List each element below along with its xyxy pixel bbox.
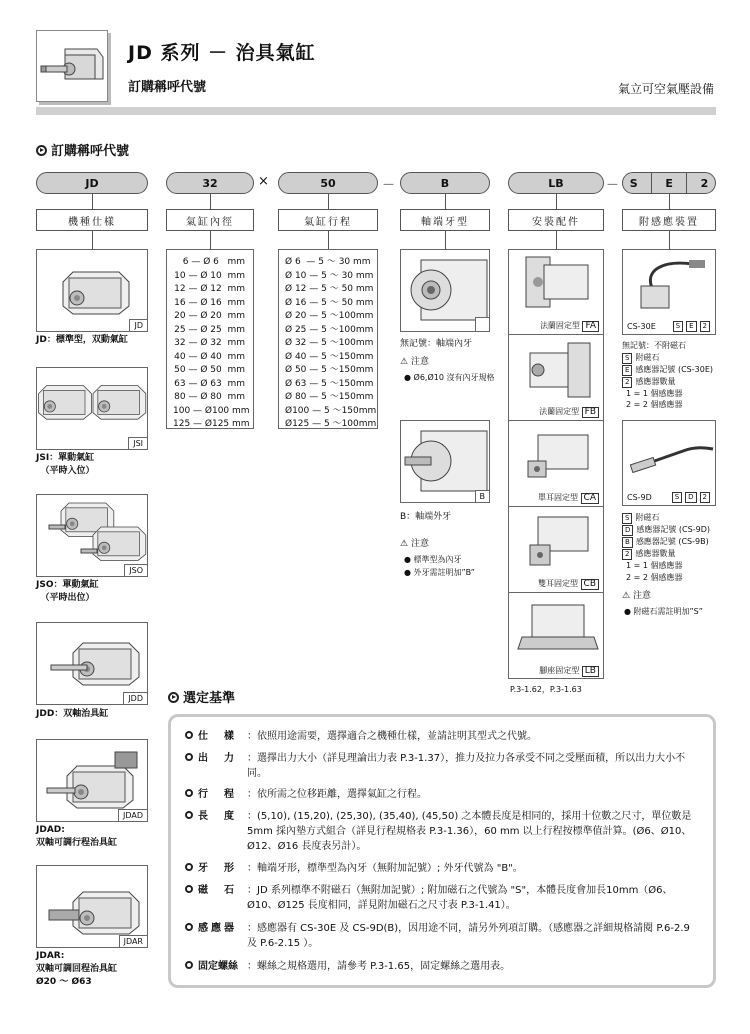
criteria-row (185, 787, 702, 802)
bore-item: 32 — Ø 32 mm (174, 338, 245, 348)
criteria-text-body: 依照用途需要，選擇適合之機種仕樣，並請註明其型式之代號。 (257, 731, 537, 742)
criteria-label (185, 787, 247, 802)
sensor2-legend (622, 512, 716, 583)
sensor-cs30e-image (622, 249, 716, 335)
criteria-text-body: 螺絲之規格選用，請參考 P.3-1.65，固定螺絲之選用表。 (257, 961, 511, 972)
bore-item: 40 — Ø 40 mm (174, 351, 245, 362)
sensor-model: CS-30E (627, 321, 656, 331)
mount-label (539, 665, 602, 677)
mount-code: FA (582, 321, 599, 332)
criteria-label (185, 751, 247, 781)
criteria-text: ：軸端牙形，標準型為內牙（無附加記號）; 外牙代號為 "B"。 (247, 863, 523, 874)
sensor-legend-line: 感應器記號 (CS-30E) (635, 364, 714, 374)
criteria-heading-text: 選定基準 (183, 691, 236, 706)
criteria-label-text: 感應器 (198, 923, 237, 934)
code-part-bore: 32 (166, 172, 254, 194)
mount-item-lb (508, 593, 604, 679)
mount-item-fb (508, 335, 604, 421)
criteria-label (185, 861, 247, 876)
mount-item-fa (508, 249, 604, 335)
bore-item: 16 — Ø 16 mm (174, 297, 245, 308)
bore-item: 80 — Ø 80 mm (174, 392, 245, 402)
model-image-jso (36, 494, 148, 577)
bore-item: 12 — Ø 12 mm (174, 284, 245, 294)
criteria-text: ：感應器有 CS-30E 及 CS-9D(B)，因用途不同，請另外列項訂購。（感應器之詳細規格請閱 P.6-2.9 及 P.6-2.15 ）。 (247, 923, 690, 949)
cylinder-thumbnail-image (37, 31, 109, 103)
mount-label (540, 320, 602, 332)
stroke-list (278, 249, 378, 429)
mount-code: CA (581, 493, 599, 504)
connector-line (556, 194, 557, 210)
criteria-label (185, 729, 247, 744)
connector-line (328, 194, 329, 210)
sensor-code: E (622, 365, 632, 376)
criteria-label-text: 仕 樣 (198, 731, 237, 742)
connector-line (445, 231, 446, 249)
bore-item: 100 — Ø100 mm (173, 405, 250, 416)
criteria-text-body: 感應器有 CS-30E 及 CS-9D(B)，因用途不同，請另外列項訂購。（感應器之詳細規格請閱 P.6-2.9 及 P.6-2.15 ）。 (247, 923, 690, 949)
stroke-item: Ø 32 — 5 ～100mm (285, 338, 374, 348)
bore-item: 25 — Ø 25 mm (174, 324, 245, 335)
category-sensor: 附感應裝置 (622, 209, 716, 231)
criteria-text-body: 軸端牙形，標準型為內牙（無附加記號）; 外牙代號為 "B"。 (257, 863, 523, 874)
code-separator-dash-2: － (606, 178, 620, 193)
criteria-text-body: 選擇出力大小（詳見理論出力表 P.3-1.37），推力及拉力各承受不同之受壓面積，所以出力大小不同。 (247, 753, 686, 779)
criteria-text-body: (5,10), (15,20), (25,30), (35,40), (45,50) 之本體長度是相同的，採用十位數之尺寸，單位數是 5mm 採內墊方式組合（詳見行程規格表 P.3-1.36），60 mm 以上行程按標準值計算。(Ø6、Ø10、Ø12、Ø16 長度表另計）。 (247, 811, 692, 852)
category-thread: 軸端牙型 (400, 209, 490, 231)
criteria-row (185, 921, 702, 951)
order-code-heading (36, 140, 129, 159)
sensor-code-2: 2 (700, 176, 709, 190)
note-title: 注意 (632, 591, 651, 601)
code-separator-dash-1: － (382, 178, 396, 193)
thread-note-2-a (404, 554, 462, 566)
criteria-label-text: 行 程 (198, 789, 237, 800)
model-tag: JSI (128, 437, 147, 449)
model-tag: JDD (123, 692, 147, 704)
criteria-text: ：螺絲之規格選用，請參考 P.3-1.65，固定螺絲之選用表。 (247, 961, 511, 972)
dot-bullet-icon: ● (404, 568, 411, 577)
connector-line (556, 231, 557, 249)
note-title: 注意 (410, 539, 429, 549)
note-text: 附磁石需註明加”S” (633, 607, 703, 616)
model-image-jdad (36, 739, 148, 822)
sensor-code: 2 (700, 321, 710, 332)
mount-label (539, 406, 602, 418)
circle-bullet-icon (185, 923, 193, 931)
sensor-code: S (622, 353, 632, 364)
mount-code: LB (582, 666, 599, 677)
mount-label-text: 單耳固定型 (538, 493, 578, 502)
sensor-legend-line: 感應器記號 (CS-9B) (635, 537, 709, 546)
thread-tag-empty (475, 317, 489, 331)
mount-label-text: 雙耳固定型 (537, 579, 578, 588)
note-text: 標準型為內牙 (413, 555, 462, 564)
model-image-jsi (36, 367, 148, 450)
code-part-mount: LB (508, 172, 604, 194)
criteria-row (185, 959, 702, 974)
criteria-label (185, 921, 247, 951)
stroke-item: Ø 40 — 5 ～150mm (285, 351, 374, 362)
order-code-heading-text: 訂購稱呼代號 (51, 144, 130, 159)
stroke-item: Ø125 — 5 ～100mm (285, 419, 377, 429)
thread-caption-external: B：軸端外牙 (400, 512, 452, 522)
mount-item-ca (508, 421, 604, 507)
mount-label-text: 法蘭固定型 (539, 407, 580, 416)
mount-label (538, 492, 602, 504)
code-part-model: JD (36, 172, 148, 194)
model-image-jdar (36, 865, 148, 948)
arrow-bullet-icon (168, 692, 179, 703)
warning-triangle-icon: ⚠ (400, 539, 409, 549)
note-text: 外牙需註明加”B” (413, 568, 475, 577)
stroke-item: Ø 63 — 5 ～150mm (285, 378, 374, 389)
model-tag: JSO (124, 564, 147, 576)
model-caption-jdar: JDAR: 双軸可調回程治具缸 Ø20 ～ Ø63 (36, 951, 118, 987)
stroke-item: Ø100 — 5 ～150mm (285, 405, 377, 416)
sensor-code-s: S (629, 176, 638, 190)
stroke-item: Ø 50 — 5 ～150mm (285, 365, 374, 375)
stroke-item: Ø 10 — 5 ～ 30 mm (285, 270, 374, 281)
criteria-row (185, 883, 702, 913)
cs9d-sensor-image (623, 421, 717, 491)
criteria-row (185, 809, 702, 854)
sensor-code: D (622, 525, 633, 536)
dot-bullet-icon: ● (404, 373, 411, 382)
warning-triangle-icon: ⚠ (400, 357, 409, 367)
thread-internal-image (400, 249, 490, 332)
criteria-text-body: JD 系列標準不附磁石（無附加記號）; 附加磁石之代號為 "S"，本體長度會加長10mm（Ø6、Ø10、Ø125 長度相同，詳見附加磁石之尺寸表 P.3-1.41）。 (247, 885, 673, 911)
mount-label (538, 578, 602, 590)
page-title: JD 系列 － 治具氣缸 (128, 42, 316, 64)
circle-bullet-icon (185, 789, 193, 797)
criteria-heading (168, 687, 235, 706)
sensor-legend-line: 2 = 2 個感應器 (626, 400, 683, 409)
criteria-label-text: 牙 形 (198, 863, 237, 874)
connector-line (92, 194, 93, 210)
criteria-row (185, 729, 702, 744)
sensor-legend-line: 感應器數量 (635, 376, 676, 386)
page-subtitle: 訂購稱呼代號 (128, 80, 207, 95)
model-caption-jd: JD：標準型，双動氣缸 (36, 335, 128, 345)
dot-bullet-icon: ● (404, 555, 411, 564)
connector-line (328, 231, 329, 249)
bore-item: 63 — Ø 63 mm (174, 378, 245, 389)
criteria-label (185, 959, 247, 974)
connector-line (92, 231, 93, 249)
category-model: 機種仕樣 (36, 209, 148, 231)
code-part-sensor (622, 172, 716, 194)
model-caption-jdd: JDD：双軸治具缸 (36, 709, 109, 719)
connector-line (669, 231, 670, 249)
connector-line (669, 194, 670, 210)
sensor-code: B (622, 537, 633, 548)
model-caption-jdad: JDAD: 双軸可調行程治具缸 (36, 825, 118, 848)
thread-note-2-b (404, 567, 475, 579)
circle-bullet-icon (185, 811, 193, 819)
stroke-item: Ø 25 — 5 ～100mm (285, 324, 374, 335)
bore-item: 20 — Ø 20 mm (174, 311, 245, 321)
connector-line (445, 194, 446, 210)
mount-item-cb (508, 507, 604, 593)
criteria-text: ：JD 系列標準不附磁石（無附加記號）; 附加磁石之代號為 "S"，本體長度會加長10mm（Ø6、Ø10、Ø125 長度相同，詳見附加磁石之尺寸表 P.3-1.41）。 (247, 885, 673, 911)
criteria-label-text: 固定螺絲 (198, 961, 238, 972)
criteria-label-text: 出 力 (198, 753, 237, 764)
bore-item: 6 — Ø 6 mm (182, 257, 245, 267)
double-clevis-cb-image (508, 507, 604, 577)
circle-bullet-icon (185, 863, 193, 871)
model-tag: JD (129, 319, 147, 331)
mount-page-ref: P.3-1.62，P.3-1.63 (510, 685, 582, 694)
criteria-label-text: 磁 石 (198, 885, 237, 896)
criteria-row (185, 751, 702, 781)
sensor-code: 2 (622, 377, 632, 388)
category-bore: 氣缸內徑 (166, 209, 254, 231)
sensor-legend-line: 1 = 1 個感應器 (626, 388, 683, 398)
sensor-cs9d-image (622, 420, 716, 506)
sensor-code: D (685, 492, 696, 503)
model-caption-jsi: JSI：單動氣缸 （平時入位） (36, 453, 95, 476)
sensor-legend-line: 2 = 2 個感應器 (626, 572, 683, 582)
sensor-note (622, 590, 651, 603)
note-title: 注意 (410, 357, 429, 367)
sensor-legend-line: 附磁石 (635, 513, 660, 522)
thread-caption-internal: 無記號：軸端內牙 (400, 339, 473, 349)
circle-bullet-icon (185, 753, 193, 761)
sensor1-legend (622, 340, 716, 411)
sensor-code: 2 (700, 492, 710, 503)
circle-bullet-icon (185, 885, 193, 893)
mount-label-text: 法蘭固定型 (539, 321, 580, 330)
circle-bullet-icon (185, 961, 193, 969)
dot-bullet-icon: ● (624, 607, 631, 616)
criteria-text: ：選擇出力大小（詳見理論出力表 P.3-1.37），推力及拉力各承受不同之受壓面積，所以出力大小不同。 (247, 753, 686, 779)
thread-external-image (400, 420, 490, 503)
connector-line (210, 231, 211, 249)
criteria-box (168, 714, 716, 988)
connector-line (210, 194, 211, 210)
mount-label-text: 腳座固定型 (539, 666, 580, 675)
stroke-item: Ø 6 — 5 ～ 30 mm (285, 257, 371, 267)
model-tag: JDAD (118, 809, 147, 821)
criteria-text: ：依照用途需要，選擇適合之機種仕樣，並請註明其型式之代號。 (247, 731, 537, 742)
category-mount: 安裝配件 (508, 209, 604, 231)
sensor-code: 2 (622, 549, 632, 560)
thread-note-1 (400, 356, 429, 369)
code-part-stroke: 50 (278, 172, 378, 194)
sensor-code-e: E (665, 176, 673, 190)
flange-fb-image (508, 335, 604, 405)
bore-item: 50 — Ø 50 mm (174, 365, 245, 375)
stroke-item: Ø 20 — 5 ～100mm (285, 311, 374, 321)
sensor-legend-line: 感應器記號 (CS-9D) (636, 525, 710, 534)
sensor-legend-line: 1 = 1 個感應器 (626, 561, 683, 570)
sensor-code: S (673, 321, 683, 332)
code-part-thread: B (400, 172, 490, 194)
sensor-code: S (672, 492, 682, 503)
sensor-legend-line: 無記號：不附磁石 (622, 341, 686, 350)
cs30e-sensor-image (623, 250, 717, 320)
foot-lb-image (508, 593, 604, 663)
bore-item: 10 — Ø 10 mm (174, 270, 245, 281)
single-clevis-ca-image (508, 421, 604, 491)
stroke-item: Ø 80 — 5 ～150mm (285, 392, 374, 402)
model-image-jd (36, 249, 148, 332)
bore-list (166, 249, 254, 429)
model-caption-jso: JSO：單動氣缸 （平時出位） (36, 580, 99, 603)
category-stroke: 氣缸行程 (278, 209, 378, 231)
stroke-item: Ø 12 — 5 ～ 50 mm (285, 284, 374, 294)
criteria-text-body: 依所需之位移距離，選擇氣缸之行程。 (257, 789, 427, 800)
criteria-label (185, 883, 247, 913)
bore-item: 125 — Ø125 mm (173, 419, 250, 429)
model-tag: JDAR (119, 935, 147, 947)
stroke-item: Ø 16 — 5 ～ 50 mm (285, 297, 374, 308)
sensor-legend-line: 感應器數量 (635, 549, 676, 558)
note-text: Ø6,Ø10 沒有內牙規格 (413, 373, 495, 382)
criteria-text: ：(5,10), (15,20), (25,30), (35,40), (45,50) 之本體長度是相同的，採用十位數之尺寸，單位數是 5mm 採內墊方式組合（詳見行程規格表 P.3-1.36），60 mm 以上行程按標準值計算。(Ø6、Ø10、Ø12、Ø16 長度表另計）。 (247, 811, 692, 852)
company-label: 氣立可空氣壓設備 (617, 82, 714, 96)
thread-note-1-text (404, 372, 494, 384)
criteria-text: ：依所需之位移距離，選擇氣缸之行程。 (247, 789, 427, 800)
code-separator-times: × (258, 174, 269, 189)
flange-fa-image (508, 249, 604, 319)
header-thumbnail (36, 30, 108, 102)
sensor-code-box (672, 491, 713, 503)
thread-note-2 (400, 538, 429, 551)
mount-code: CB (581, 579, 599, 590)
header-divider (36, 107, 716, 115)
sensor-model: CS-9D (627, 492, 652, 502)
criteria-row (185, 861, 702, 876)
criteria-label-text: 長 度 (198, 811, 237, 822)
thread-tag-b: B (475, 490, 490, 502)
sensor-legend-line: 附磁石 (635, 352, 660, 362)
warning-triangle-icon: ⚠ (622, 591, 631, 601)
criteria-label (185, 809, 247, 854)
sensor-code: E (686, 321, 696, 332)
arrow-bullet-icon (36, 145, 47, 156)
circle-bullet-icon (185, 731, 193, 739)
model-image-jdd (36, 622, 148, 705)
sensor-code-box (673, 320, 713, 332)
mount-code: FB (582, 407, 599, 418)
sensor-code: S (622, 513, 632, 524)
sensor-note-text (624, 606, 703, 618)
